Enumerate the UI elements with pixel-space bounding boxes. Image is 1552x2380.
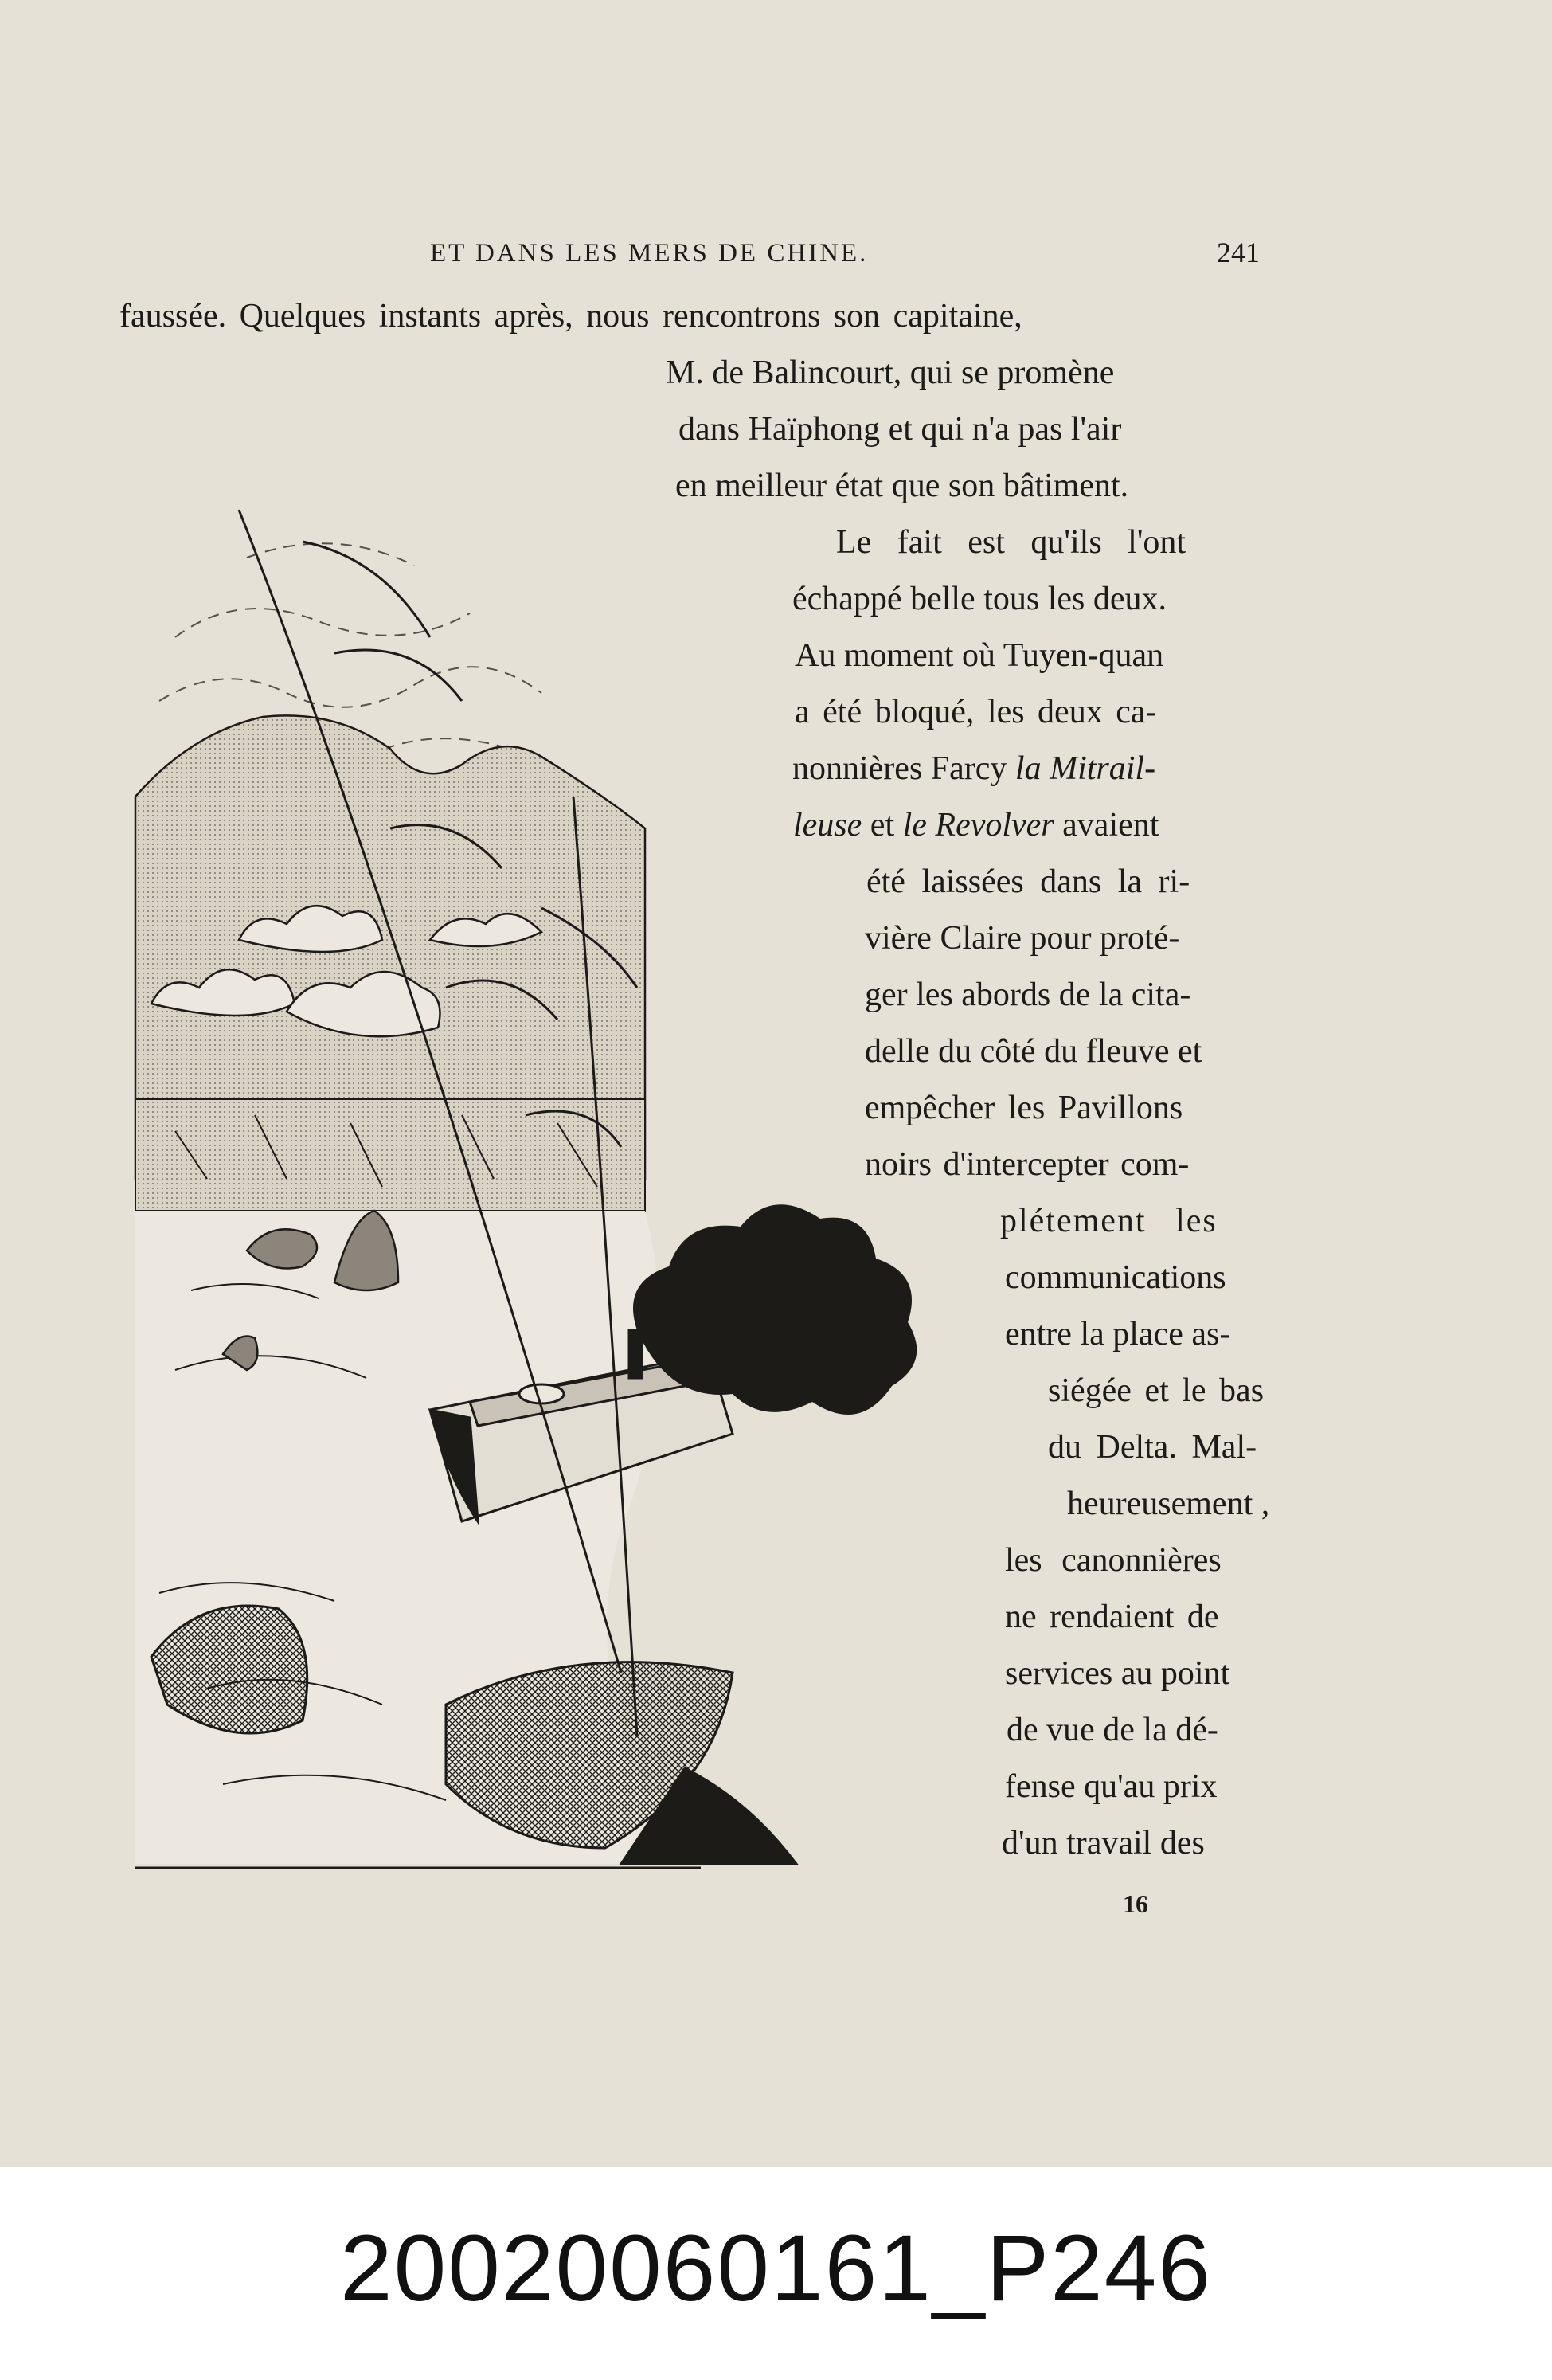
gunboat-river-illustration: [127, 494, 971, 1880]
text-line: ger les abords de la cita-: [865, 977, 1191, 1013]
text-line: delle du côté du fleuve et: [865, 1033, 1202, 1070]
page-header: [0, 231, 1552, 279]
signature-mark: 16: [1123, 1889, 1148, 1918]
text-line: en meilleur état que son bâtiment.: [675, 468, 1129, 504]
text-line: noirs d'intercepter com-: [865, 1146, 1190, 1183]
text-run-italic: la Mitrail-: [1014, 750, 1156, 787]
text-line: empêcher les Pavillons: [865, 1090, 1183, 1126]
text-line: dans Haïphong et qui n'a pas l'air: [678, 411, 1122, 448]
text-line: ne rendaient de: [1005, 1599, 1219, 1635]
text-line: communications: [1005, 1259, 1226, 1296]
text-line: été laissées dans la ri-: [866, 863, 1190, 900]
text-line: siégée et le bas: [1048, 1372, 1265, 1409]
text-line: du Delta. Mal-: [1048, 1429, 1257, 1466]
text-line: de vue de la dé-: [1007, 1712, 1218, 1748]
text-run-italic: le Revolver: [902, 807, 1054, 844]
text-line: vière Claire pour proté-: [865, 920, 1180, 957]
text-run: et: [870, 807, 895, 844]
text-line: Le fait est qu'ils l'ont: [836, 524, 1186, 561]
text-line: services au point: [1005, 1655, 1230, 1692]
text-line: heureusement ,: [1067, 1486, 1270, 1522]
text-line: entre la place as-: [1005, 1316, 1231, 1352]
text-line: Au moment où Tuyen-quan: [795, 637, 1164, 674]
text-line: faussée. Quelques instants après, nous rencontrons son capitaine,: [119, 298, 1022, 335]
text-line: M. de Balincourt, qui se promène: [666, 354, 1115, 391]
text-line: d'un travail des: [1002, 1825, 1205, 1861]
text-line: plétement les: [1000, 1203, 1218, 1239]
text-line: échappé belle tous les deux.: [792, 581, 1167, 617]
page-number: 241: [1217, 237, 1260, 268]
catalog-id-label: 20020060161_P246: [339, 2216, 1213, 2321]
text-run-italic: leuse: [793, 807, 862, 844]
text-run: avaient: [1062, 807, 1159, 844]
text-line: les canonnières: [1005, 1542, 1222, 1579]
catalog-strip: [0, 2167, 1552, 2380]
running-head: ET DANS LES MERS DE CHINE.: [430, 239, 869, 268]
text-line: fense qu'au prix: [1005, 1768, 1218, 1805]
text-line: a été bloqué, les deux ca-: [795, 694, 1157, 730]
text-run: nonnières Farcy: [792, 750, 1007, 787]
